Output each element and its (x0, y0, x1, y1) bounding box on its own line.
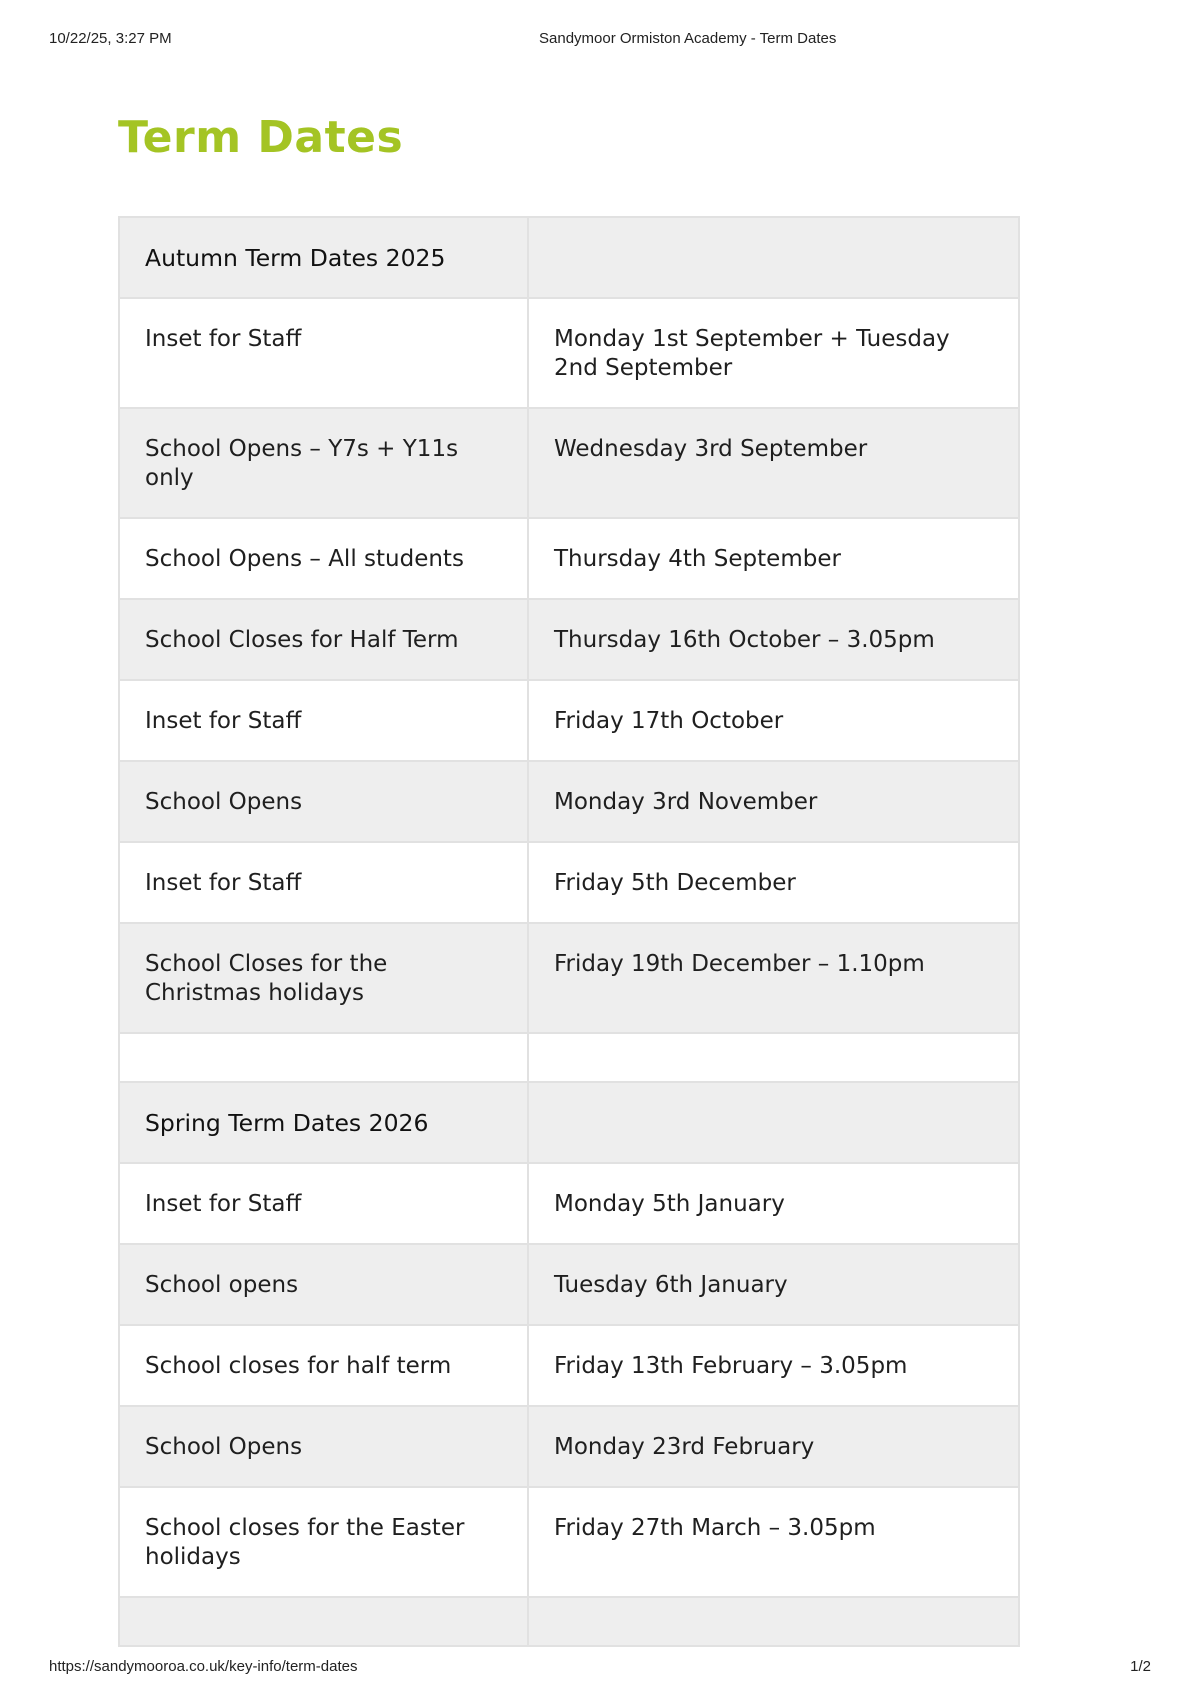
event-date: Friday 27th March – 3.05pm (528, 1487, 1019, 1597)
event-label: School Opens – Y7s + Y11s only (119, 408, 528, 518)
print-document-title: Sandymoor Ormiston Academy - Term Dates (539, 30, 837, 47)
table-row (119, 1244, 1019, 1325)
event-label: Inset for Staff (119, 298, 528, 408)
table-row (119, 1163, 1019, 1244)
print-datetime: 10/22/25, 3:27 PM (49, 30, 172, 47)
event-date: Friday 19th December – 1.10pm (528, 923, 1019, 1033)
event-label: School closes for half term (119, 1325, 528, 1406)
table-row (119, 518, 1019, 599)
table-row (119, 842, 1019, 923)
page-title: Term Dates (118, 112, 404, 163)
empty-cell (119, 1033, 528, 1082)
print-footer (49, 1658, 1151, 1680)
term-dates-table-body (119, 217, 1019, 1646)
event-label: Inset for Staff (119, 1163, 528, 1244)
event-date: Monday 1st September + Tuesday 2nd September (528, 298, 1019, 408)
section-title: Spring Term Dates 2026 (119, 1082, 528, 1163)
event-date: Monday 23rd February (528, 1406, 1019, 1487)
table-row (119, 1487, 1019, 1597)
event-date: Wednesday 3rd September (528, 408, 1019, 518)
section-title: Autumn Term Dates 2025 (119, 217, 528, 298)
event-label: School closes for the Easter holidays (119, 1487, 528, 1597)
empty-cell (119, 1597, 528, 1646)
term-dates-table (118, 216, 1020, 1647)
event-date: Monday 5th January (528, 1163, 1019, 1244)
table-empty-row (119, 1597, 1019, 1646)
table-row (119, 599, 1019, 680)
table-section-row (119, 217, 1019, 298)
event-label: Inset for Staff (119, 680, 528, 761)
event-date: Thursday 4th September (528, 518, 1019, 599)
event-date: Tuesday 6th January (528, 1244, 1019, 1325)
event-date: Monday 3rd November (528, 761, 1019, 842)
event-label: School opens (119, 1244, 528, 1325)
page-number: 1/2 (1130, 1658, 1151, 1675)
table-empty-row (119, 1033, 1019, 1082)
event-date: Friday 17th October (528, 680, 1019, 761)
event-date: Friday 5th December (528, 842, 1019, 923)
table-section-row (119, 1082, 1019, 1163)
table-row (119, 1406, 1019, 1487)
table-row (119, 923, 1019, 1033)
event-date: Thursday 16th October – 3.05pm (528, 599, 1019, 680)
section-value (528, 1082, 1019, 1163)
empty-cell (528, 1033, 1019, 1082)
event-label: School Opens (119, 1406, 528, 1487)
event-label: School Closes for the Christmas holidays (119, 923, 528, 1033)
page-url: https://sandymooroa.co.uk/key-info/term-dates (49, 1658, 358, 1675)
section-value (528, 217, 1019, 298)
event-date: Friday 13th February – 3.05pm (528, 1325, 1019, 1406)
table-row (119, 1325, 1019, 1406)
table-row (119, 761, 1019, 842)
event-label: School Closes for Half Term (119, 599, 528, 680)
event-label: School Opens (119, 761, 528, 842)
table-row (119, 680, 1019, 761)
table-row (119, 408, 1019, 518)
table-row (119, 298, 1019, 408)
event-label: Inset for Staff (119, 842, 528, 923)
event-label: School Opens – All students (119, 518, 528, 599)
empty-cell (528, 1597, 1019, 1646)
print-header (49, 30, 1151, 52)
